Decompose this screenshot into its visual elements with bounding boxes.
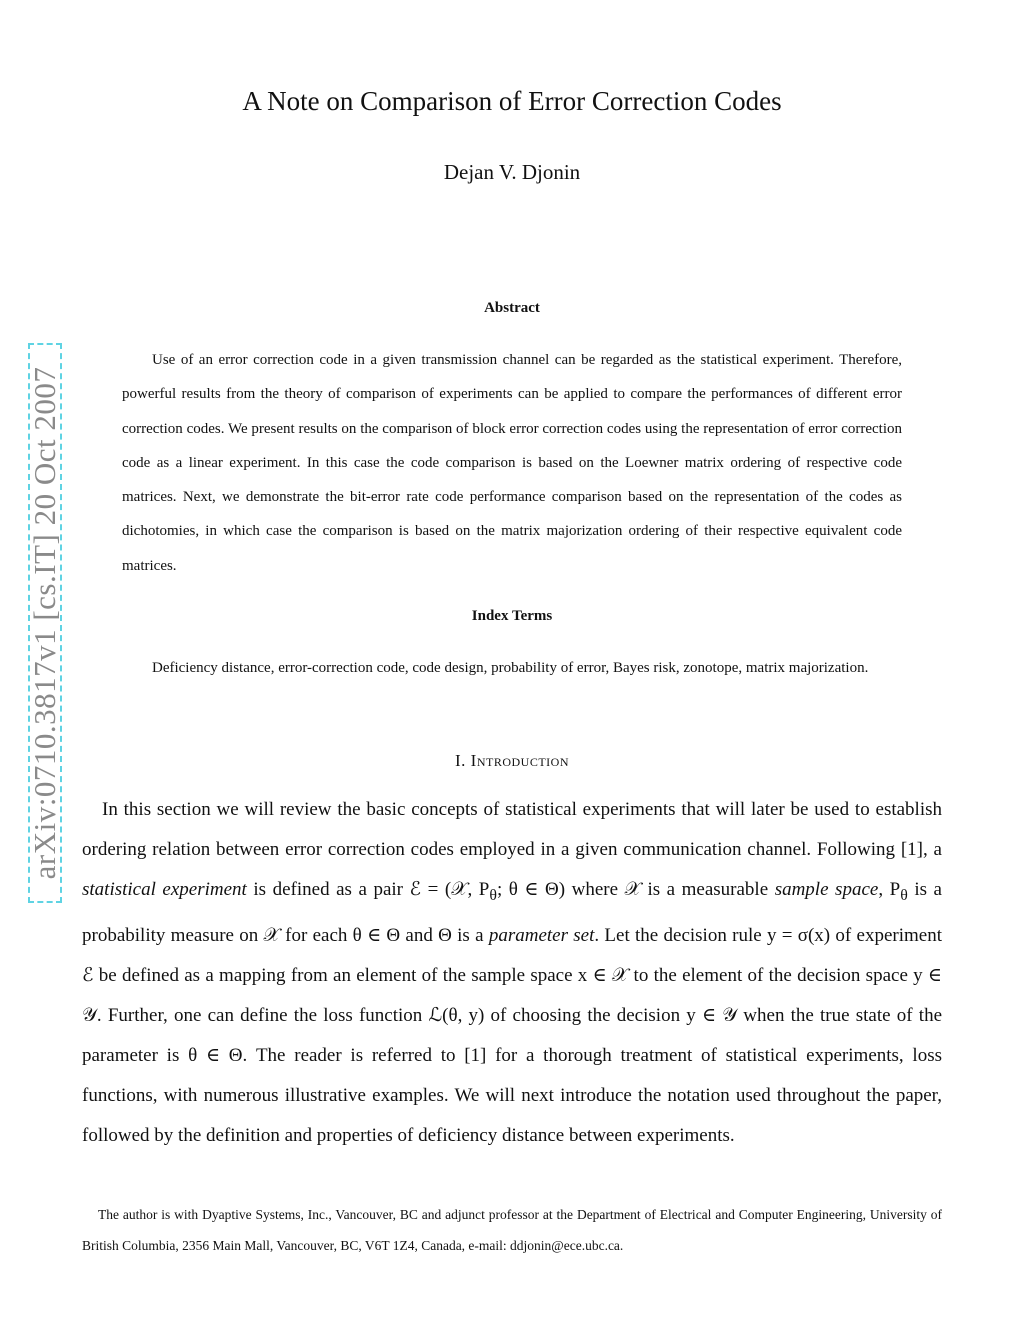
intro-text-2: is defined as a pair ℰ = (𝒳, P [246,879,490,900]
author-footnote: The author is with Dyaptive Systems, Inc., Vancouver, BC and adjunct professor at the Department of Electrical and Computer Engineering, University of British Columbia, 2356 Main Mall, Vancouver, BC, V6T 1Z4, Canada, e-mail: ddjonin@ece.ubc.ca. [82,1207,942,1253]
theta-subscript-2: θ [900,886,908,904]
introduction-heading [0,751,1024,771]
theta-subscript-1: θ [489,886,497,904]
paper-author: Dejan V. Djonin [443,160,581,184]
section-title: Introduction [470,751,569,770]
term-statistical-experiment: statistical experiment [82,879,247,900]
section-numeral: I. [455,751,466,770]
index-terms-text: Deficiency distance, error-correction code, code design, probability of error, Bayes risk, zonotope, matrix majorization. [152,660,869,676]
abstract-heading: Abstract [484,300,540,316]
intro-text-4: , P [878,879,901,900]
introduction-paragraph [82,790,942,1156]
intro-text-6: . Let the decision rule y = σ(x) of experiment ℰ be defined as a mapping from an element of the sample space x ∈ 𝒳 to the element of the decision space y ∈ 𝒴. Further, one can define the loss function ℒ(θ, y) of choosing the decision y ∈ 𝒴 when the true state of the parameter is θ ∈ Θ. The reader is referred to [1] for a thorough treatment of statistical experiments, loss functions, with numerous illustrative examples. We will next introduce the notation used throughout the paper, followed by the definition and properties of deficiency distance between experiments. [82,924,942,1146]
index-terms-heading: Index Terms [471,608,553,624]
term-parameter-set: parameter set [488,924,595,946]
intro-text-5: is a probability measure on 𝒳 for each θ ∈ Θ and Θ is a [82,879,942,946]
intro-text-3: ; θ ∈ Θ) where 𝒳 is a measurable [496,879,775,900]
intro-text-1: In this section we will review the basic concepts of statistical experiments that will later be used to establish ordering relation between error correction codes employed in a given communication channel. Following [1], a [82,799,942,860]
paper-title: A Note on Comparison of Error Correction Codes [242,86,782,116]
term-sample-space: sample space [774,879,879,900]
abstract-text: Use of an error correction code in a given transmission channel can be regarded as the statistical experiment. Therefore, powerful results from the theory of comparison of experiments can be applied to compare the performances of different error correction codes. We present results on the comparison of block error correction codes using the representation of error correction code as a linear experiment. In this case the code comparison is based on the Loewner matrix ordering of respective code matrices. Next, we demonstrate the bit-error rate code performance comparison based on the representation of the codes as dichotomies, in which case the comparison is based on the matrix majorization ordering of their respective equivalent code matrices. [122,352,902,574]
arxiv-stamp-text: arXiv:0710.3817v1 [cs.IT] 20 Oct 2007 [27,366,62,880]
